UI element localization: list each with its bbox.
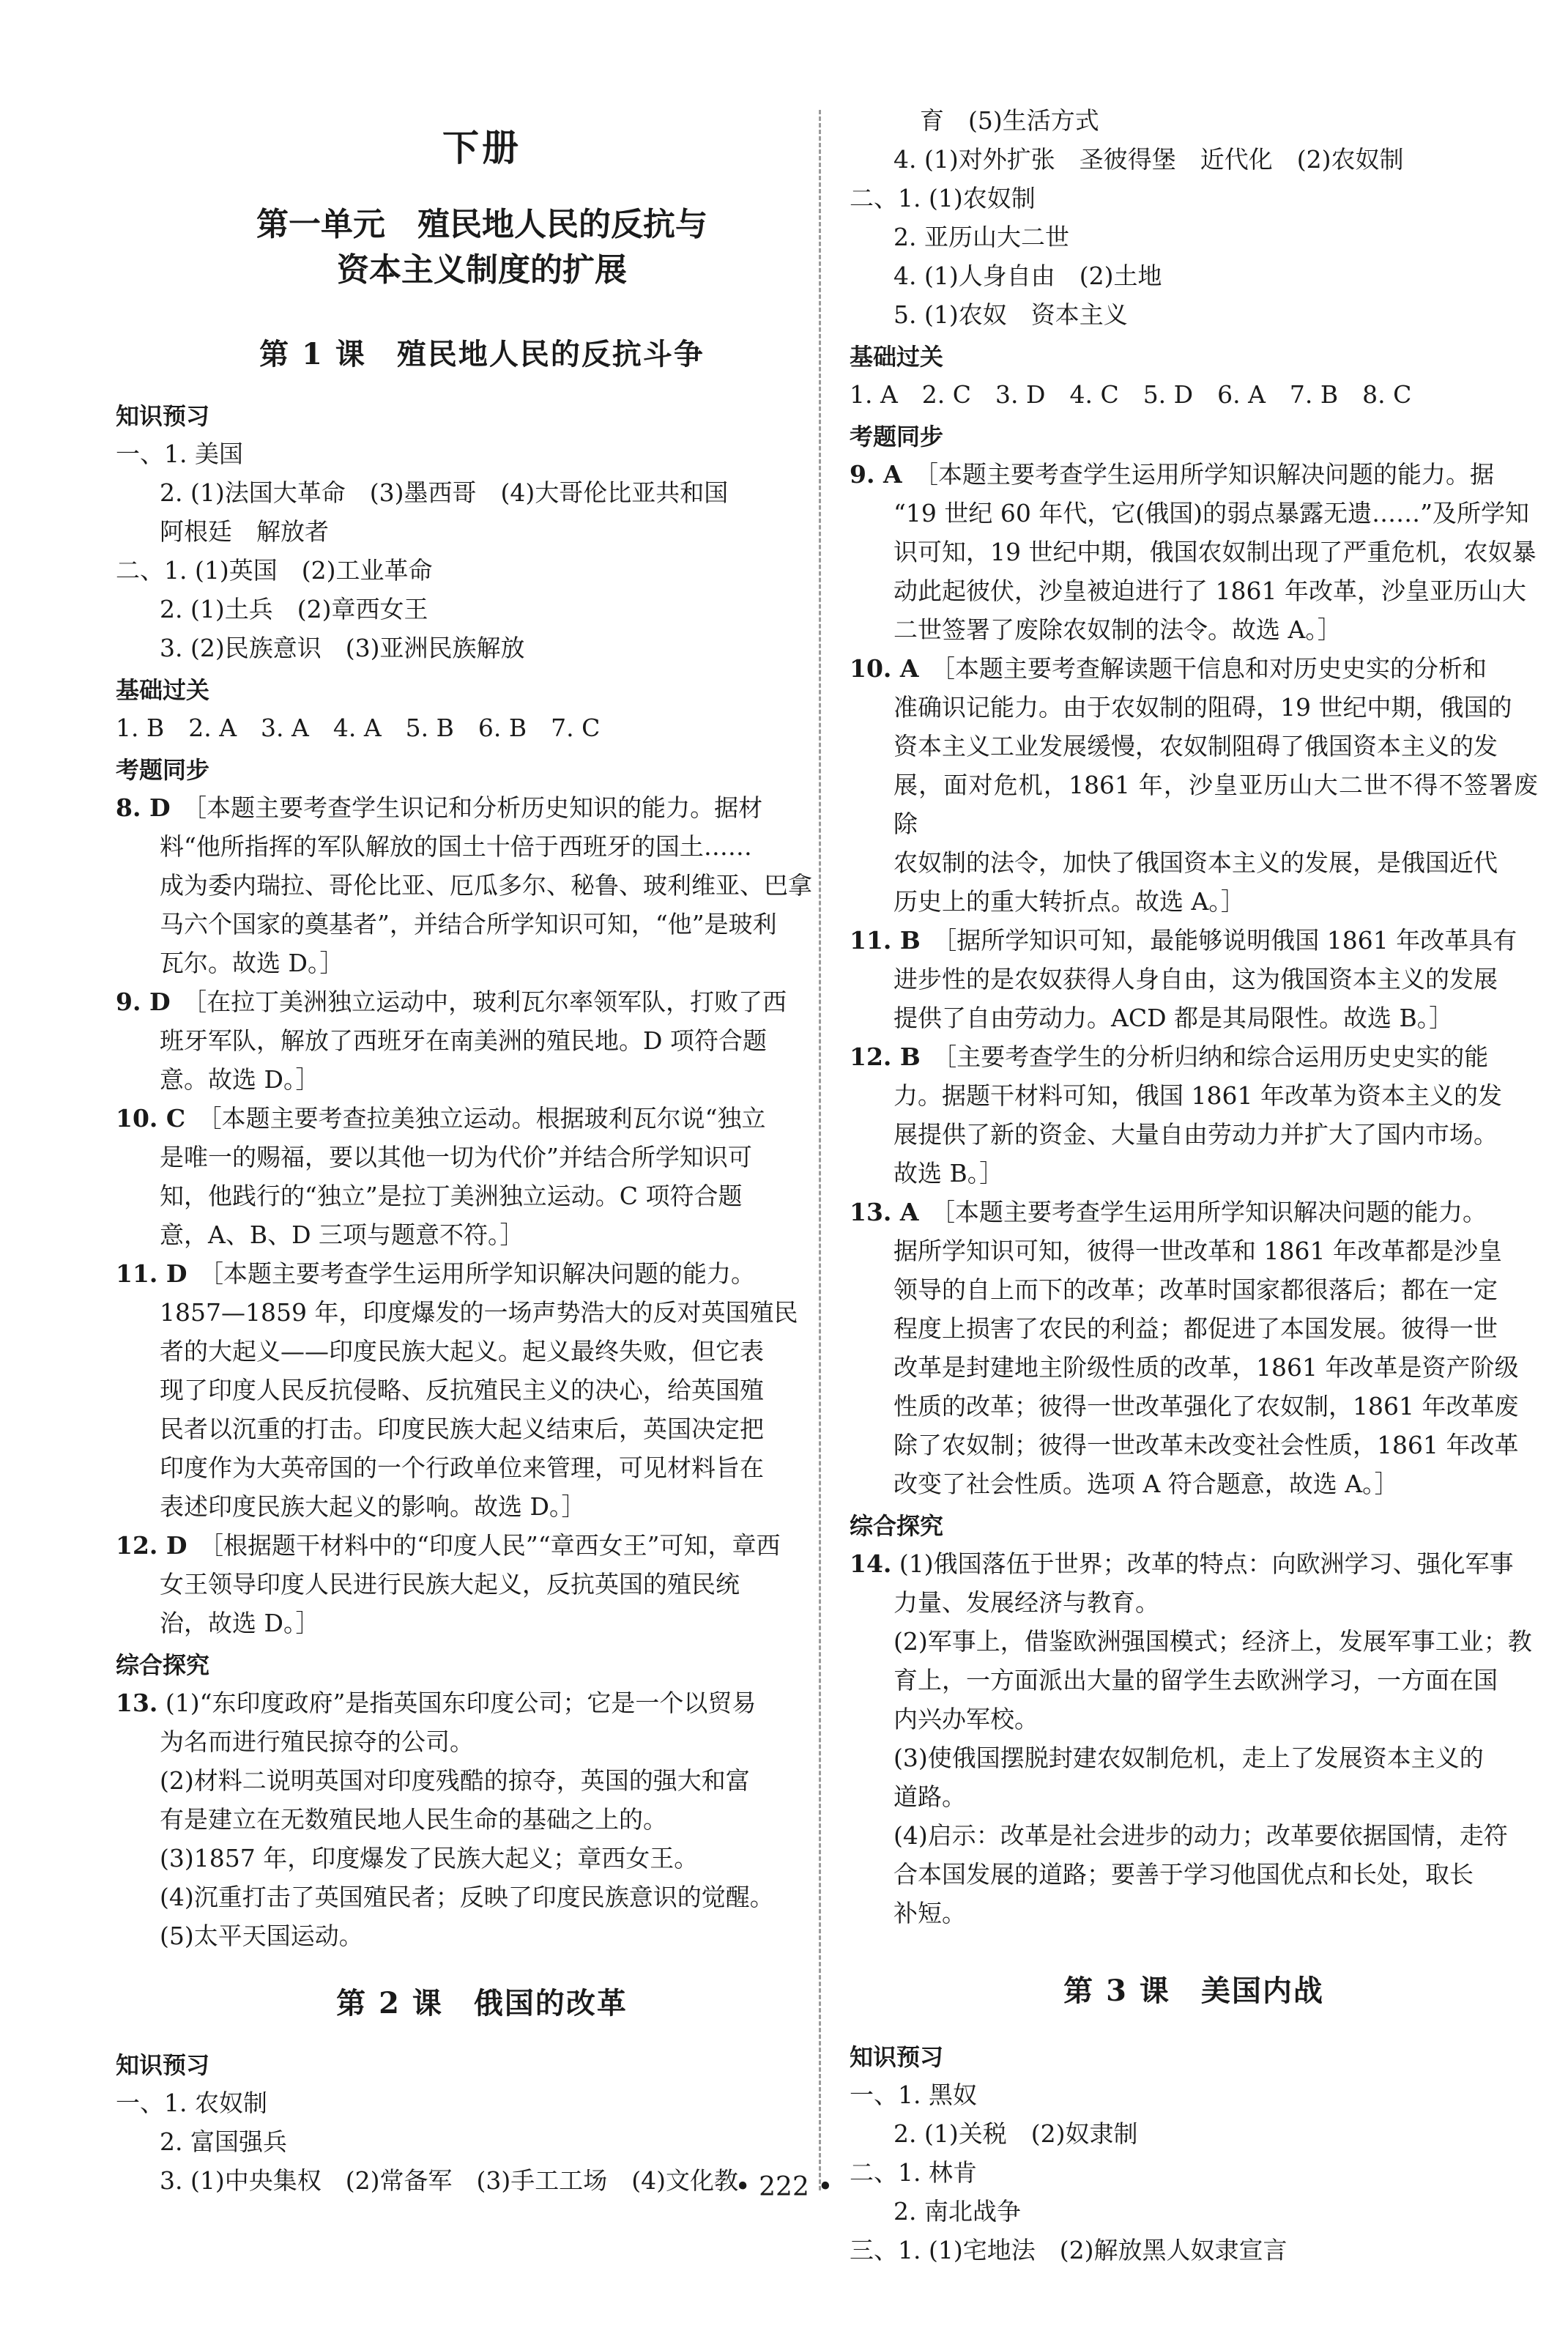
answer-line: 二、1. (1)英国 (2)工业革命 (116, 556, 433, 585)
section-heading: 考题同步 (850, 423, 944, 451)
answer-line: 2. (1)土兵 (2)章西女王 (160, 595, 428, 623)
unit-title (116, 202, 848, 293)
question-12: 12. B ［主要考查学生的分析归纳和综合运用历史史实的能 力。据题干材料可知，俄国 1861 年改革为资本主义的发 展提供了新的资金、大量自由劳动力并扩大了国内市场。 故选 B。］ (850, 1042, 1502, 1188)
left-column (116, 0, 848, 2200)
answer-line: 4. (1)对外扩张 圣彼得堡 近代化 (2)农奴制 (893, 145, 1404, 174)
book-title: 下册 (442, 126, 521, 169)
answer-line: 阿根廷 解放者 (160, 517, 329, 546)
question-9: 9. A ［本题主要考查学生运用所学知识解决问题的能力。据 “19 世纪 60 年代，它(俄国)的弱点暴露无遗……”及所学知 识可知，19 世纪中期，俄国农奴制出现了严重危机，农奴暴 动此起彼伏，沙皇被迫进行了 1861 年改革，沙皇亚历山大 二世签署了废除农奴制的法令。故选 A。］ (850, 460, 1537, 644)
question-11: 11. D ［本题主要考查学生运用所学知识解决问题的能力。 1857—1859 年，印度爆发的一场声势浩大的反对英国殖民 者的大起义——印度民族大起义。起义最终失败，但它表 现了印度人民反抗侵略、反抗殖民主义的决心，给英国殖 民者以沉重的打击。印度民族大起义结束后，英国决定把 印度作为大英帝国的一个行政单位来管理，可见材料旨在 表述印度民族大起义的影响。故选 D。］ (116, 1259, 798, 1521)
question-14: 14. (1)俄国落伍于世界；改革的特点：向欧洲学习、强化军事 力量、发展经济与教育。 (2)军事上，借鉴欧洲强国模式；经济上，发展军事工业；教 育上，一方面派出大量的留学生去欧洲学习，一方面在国 内兴办军校。 (3)使俄国摆脱封建农奴制危机，走上了发展资本主义的 道路。 (4)启示：改革是社会进步的动力；改革要依据国情，走符 合本国发展的道路；要善于学习他国优点和长处，取长 补短。 (850, 1549, 1532, 1927)
answer-line: 2. (1)关税 (2)奴隶制 (893, 2119, 1138, 2148)
question-10: 10. C ［本题主要考查拉美独立运动。根据玻利瓦尔说“独立 是唯一的赐福，要以其他一切为代价”并结合所学知识可 知，他践行的“独立”是拉丁美洲独立运动。C 项符合题 意，A、B、D 三项与题意不符。］ (116, 1104, 766, 1249)
answer-line: 二、1. (1)农奴制 (850, 184, 1036, 212)
unit-title-line1: 第一单元 殖民地人民的反抗与 (256, 206, 707, 243)
question-10: 10. A ［本题主要考查解读题干信息和对历史史实的分析和 准确识记能力。由于农奴制的阻碍，19 世纪中期，俄国的 资本主义工业发展缓慢，农奴制阻碍了俄国资本主义的发 展，面对危机，1861 年，沙皇亚历山大二世不得不签署废除 农奴制的法令，加快了俄国资本主义的发展，是俄国近代 历史上的重大转折点。故选 A。］ (850, 654, 1538, 916)
answer-line: 5. (1)农奴 资本主义 (893, 300, 1128, 329)
question-11: 11. B ［据所学知识可知，最能够说明俄国 1861 年改革具有 进步性的是农奴获得人身自由，这为俄国资本主义的发展 提供了自由劳动力。ACD 都是其局限性。故选 B。］ (850, 926, 1517, 1032)
basic-answers: 1. B 2. A 3. A 4. A 5. B 6. B 7. C (116, 714, 601, 742)
section-heading: 知识预习 (116, 402, 210, 430)
section-heading: 综合探究 (850, 1512, 944, 1540)
page-number: • 222 • (735, 2172, 833, 2202)
answer-line: 三、1. (1)宅地法 (2)解放黑人奴隶宣言 (850, 2236, 1288, 2264)
basic-answers: 1. A 2. C 3. D 4. C 5. D 6. A 7. B 8. C (850, 380, 1412, 409)
section-heading: 知识预习 (116, 2051, 210, 2079)
answer-line: 3. (1)中央集权 (2)常备军 (3)手工工场 (4)文化教 (160, 2166, 738, 2195)
unit-title-line2: 资本主义制度的扩展 (337, 251, 627, 289)
answer-line: 二、1. 林肯 (850, 2158, 977, 2187)
answer-line: 2. 富国强兵 (160, 2127, 287, 2156)
answer-line: 育 (5)生活方式 (920, 106, 1099, 135)
lesson2-title: 第 2 课 俄国的改革 (336, 1986, 628, 2020)
section-heading: 基础过关 (850, 343, 944, 371)
section-heading: 基础过关 (116, 676, 210, 704)
answer-line: 3. (2)民族意识 (3)亚洲民族解放 (160, 634, 525, 662)
answer-line: 2. 南北战争 (893, 2197, 1021, 2226)
section-heading: 考题同步 (116, 756, 210, 784)
question-13: 13. (1)“东印度政府”是指英国东印度公司；它是一个以贸易 为名而进行殖民掠夺的公司。 (2)材料二说明英国对印度残酷的掠夺，英国的强大和富 有是建立在无数殖民地人民生命的基础之上的。 (3)1857 年，印度爆发了民族大起义；章西女王。 (4)沉重打击了英国殖民者；反映了印度民族意识的觉醒。 (5)太平天国运动。 (116, 1689, 774, 1950)
answer-line: 一、1. 农奴制 (116, 2089, 267, 2117)
right-column (850, 101, 1538, 2270)
question-9: 9. D ［在拉丁美洲独立运动中，玻利瓦尔率领军队，打败了西 班牙军队，解放了西班牙在南美洲的殖民地。D 项符合题 意。故选 D。］ (116, 988, 787, 1094)
question-8: 8. D ［本题主要考查学生识记和分析历史知识的能力。据材 料“他所指挥的军队解放的国土十倍于西班牙的国土…… 成为委内瑞拉、哥伦比亚、厄瓜多尔、秘鲁、玻利维亚、巴拿 马六个国家的奠基者”，并结合所学知识可知，“他”是玻利 瓦尔。故选 D。］ (116, 793, 812, 977)
answer-line: 2. (1)法国大革命 (3)墨西哥 (4)大哥伦比亚共和国 (160, 478, 729, 507)
answer-line: 4. (1)人身自由 (2)土地 (893, 262, 1162, 290)
lesson3-title: 第 3 课 美国内战 (1063, 1974, 1324, 2008)
question-12: 12. D ［根据题干材料中的“印度人民”“章西女王”可知，章西 女王领导印度人民进行民族大起义，反抗英国的殖民统 治，故选 D。］ (116, 1531, 781, 1637)
section-heading: 综合探究 (116, 1651, 210, 1679)
question-13: 13. A ［本题主要考查学生运用所学知识解决问题的能力。 据所学知识可知，彼得一世改革和 1861 年改革都是沙皇 领导的自上而下的改革；改革时国家都很落后；都在一定 程度上损害了农民的利益；都促进了本国发展。彼得一世 改革是封建地主阶级性质的改革，1861 年改革是资产阶级 性质的改革；彼得一世改革强化了农奴制，1861 年改革废 除了农奴制；彼得一世改革未改变社会性质，1861 年改革 改变了社会性质。选项 A 符合题意，故选 A。］ (850, 1198, 1519, 1498)
section-heading: 知识预习 (850, 2043, 944, 2071)
lesson1-title: 第 1 课 殖民地人民的反抗斗争 (259, 337, 705, 371)
answer-line: 一、1. 美国 (116, 440, 243, 468)
answer-line: 一、1. 黑奴 (850, 2081, 977, 2109)
answer-line: 2. 亚历山大二世 (893, 223, 1069, 251)
